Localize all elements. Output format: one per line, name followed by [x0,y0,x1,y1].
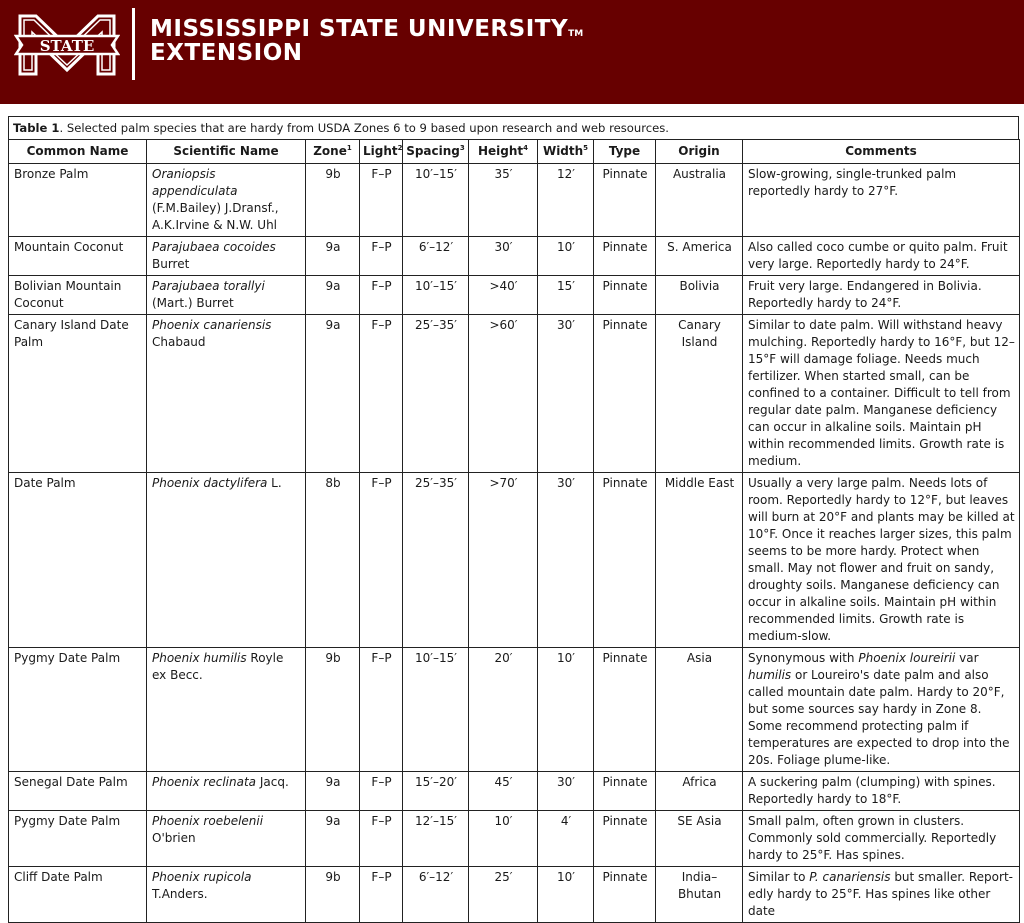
comments-cell [743,867,1020,923]
comment-text: Small palm, often grown in clusters. Commonly sold commercially. Reportedly hardy to 25°F. Has spines. [748,814,997,862]
table-row [9,164,1020,237]
scientific-name-cell [147,315,306,473]
width-cell: 15′ [538,276,594,315]
table-row [9,315,1020,473]
common-name-cell: Date Palm [9,473,147,648]
scientific-name-cell [147,473,306,648]
common-name-cell: Cliff Date Palm [9,867,147,923]
common-name-cell: Pygmy Date Palm [9,811,147,867]
scientific-name-cell [147,164,306,237]
table-row [9,811,1020,867]
column-header [656,140,743,164]
height-cell: 35′ [469,164,538,237]
comment-text: humilis [748,668,792,682]
light-cell: F–P [360,237,403,276]
extension-name: EXTENSION [150,40,303,66]
table-row [9,648,1020,772]
column-header-label: Scientific Name [173,144,279,158]
comment-text: or Loureiro's date palm and also called mountain date palm. Hardy to 20°F, but some sources say hardy in Zone 8. Some recommend protecting palm if temperatures are expected to drop into the 20s. Foliage plume-like. [748,668,1010,767]
comment-text: but smaller. Reportedly hardy to 25°F. Has spines like other date [748,870,1013,918]
comment-text: Phoenix loureirii [858,651,956,665]
column-header [147,140,306,164]
comments-cell [743,648,1020,772]
banner-divider [132,8,135,80]
table-row [9,473,1020,648]
origin-cell: S. America [656,237,743,276]
table-row [9,237,1020,276]
comment-text: A suckering palm (clumping) with spines. Reportedly hardy to 18°F. [748,775,996,806]
width-cell: 10′ [538,867,594,923]
light-cell: F–P [360,867,403,923]
comment-text: Similar to date palm. Will withstand heavy mulching. Reportedly hardy to 16°F, but 12–15°F will damage foliage. Needs much fertilizer. When started small, can be confined to a container. Difficult to tell from regular date palm. Manganese deficiency can occur in alkaline soils. Maintain pH within recommended limits. Growth rate is medium. [748,318,1015,468]
scientific-name-binomial: Phoenix humilis [152,651,247,665]
column-header-label: Spacing [406,144,460,158]
spacing-cell: 25′–35′ [403,315,469,473]
column-header-label: Type [608,144,641,158]
comments-cell [743,473,1020,648]
scientific-name-author: O'brien [152,831,196,845]
origin-cell: Asia [656,648,743,772]
table-header-row [9,140,1020,164]
light-cell: F–P [360,315,403,473]
zone-cell: 9a [306,276,360,315]
type-cell: Pinnate [594,867,656,923]
spacing-cell: 25′–35′ [403,473,469,648]
width-cell: 12′ [538,164,594,237]
origin-cell: Middle East [656,473,743,648]
type-cell: Pinnate [594,648,656,772]
column-header [403,140,469,164]
zone-cell: 9a [306,315,360,473]
column-header-label: Width [542,144,584,158]
spacing-cell: 12′–15′ [403,811,469,867]
common-name-cell: Bolivian Mountain Coconut [9,276,147,315]
column-header [9,140,147,164]
column-header [306,140,360,164]
zone-cell: 9a [306,237,360,276]
origin-cell: SE Asia [656,811,743,867]
scientific-name-binomial: Phoenix roebelenii [152,814,264,828]
scientific-name-author: Burret [152,257,190,271]
width-cell: 30′ [538,473,594,648]
column-header-label: Light [363,144,398,158]
scientific-name-author: (F.M.Bailey) J.Dransf., A.K.Irvine & N.W. Uhl [152,201,279,232]
common-name-cell: Senegal Date Palm [9,772,147,811]
spacing-cell: 6′–12′ [403,867,469,923]
comment-text: Fruit very large. Endangered in Bolivia. Reportedly hardy to 24°F. [748,279,982,310]
column-header [469,140,538,164]
column-header-label: Origin [678,144,720,158]
spacing-cell: 10′–15′ [403,648,469,772]
scientific-name-cell [147,811,306,867]
scientific-name-author: Royle ex Becc. [152,651,284,682]
comment-text: Similar to [748,870,810,884]
footnote-marker: 3 [459,144,465,152]
scientific-name-cell [147,867,306,923]
height-cell: 25′ [469,867,538,923]
width-cell: 30′ [538,315,594,473]
scientific-name-binomial: Parajubaea torallyi [152,279,265,293]
comment-text: Also called coco cumbe or quito palm. Fruit very large. Reportedly hardy to 24°F. [748,240,1008,271]
comments-cell [743,237,1020,276]
light-cell: F–P [360,473,403,648]
table-row [9,867,1020,923]
zone-cell: 8b [306,473,360,648]
scientific-name-binomial: Parajubaea cocoides [152,240,276,254]
column-header [538,140,594,164]
comments-cell [743,811,1020,867]
column-header-label: Comments [845,144,917,158]
column-header [743,140,1020,164]
scientific-name-cell [147,648,306,772]
common-name-cell: Canary Island Date Palm [9,315,147,473]
zone-cell: 9a [306,772,360,811]
scientific-name-author: (Mart.) Burret [152,296,234,310]
comments-cell [743,276,1020,315]
palm-table-document [8,116,1019,923]
footnote-marker: 5 [583,144,589,152]
scientific-name-author: T.Anders. [152,887,208,901]
width-cell: 10′ [538,237,594,276]
msu-m-state-logo [14,10,120,80]
spacing-cell: 15′–20′ [403,772,469,811]
comment-text: Slow-growing, single-trunked palm reportedly hardy to 27°F. [748,167,957,198]
column-header [594,140,656,164]
origin-cell: Australia [656,164,743,237]
type-cell: Pinnate [594,276,656,315]
caption-label: Table 1 [13,121,60,135]
footnote-marker: 4 [523,144,529,152]
comments-cell [743,315,1020,473]
comment-text: Synonymous with [748,651,859,665]
scientific-name-author: Jacq. [256,775,289,789]
type-cell: Pinnate [594,164,656,237]
comment-text: var [955,651,979,665]
footnote-marker: 2 [397,144,403,152]
scientific-name-binomial: Phoenix dactylifera [152,476,268,490]
trademark-symbol: TM [568,29,584,39]
spacing-cell: 6′–12′ [403,237,469,276]
width-cell: 4′ [538,811,594,867]
type-cell: Pinnate [594,237,656,276]
zone-cell: 9b [306,648,360,772]
type-cell: Pinnate [594,473,656,648]
width-cell: 30′ [538,772,594,811]
spacing-cell: 10′–15′ [403,276,469,315]
university-name [150,16,583,42]
table-caption [8,116,1019,139]
origin-cell: Africa [656,772,743,811]
origin-cell: Canary Island [656,315,743,473]
column-header-label: Zone [313,144,347,158]
scientific-name-cell [147,276,306,315]
zone-cell: 9a [306,811,360,867]
type-cell: Pinnate [594,315,656,473]
scientific-name-binomial: Phoenix canariensis [152,318,272,332]
origin-cell: India–Bhutan [656,867,743,923]
type-cell: Pinnate [594,811,656,867]
scientific-name-cell [147,772,306,811]
table-row [9,276,1020,315]
column-header-label: Common Name [26,144,129,158]
height-cell: >40′ [469,276,538,315]
height-cell: 30′ [469,237,538,276]
column-header [360,140,403,164]
height-cell: >70′ [469,473,538,648]
scientific-name-binomial: Phoenix reclinata [152,775,257,789]
comments-cell [743,164,1020,237]
light-cell: F–P [360,772,403,811]
height-cell: 20′ [469,648,538,772]
light-cell: F–P [360,276,403,315]
scientific-name-author: Chabaud [152,335,206,349]
scientific-name-cell [147,237,306,276]
common-name-cell: Bronze Palm [9,164,147,237]
logo-text: STATE [39,37,95,55]
common-name-cell: Mountain Coconut [9,237,147,276]
height-cell: 45′ [469,772,538,811]
type-cell: Pinnate [594,772,656,811]
light-cell: F–P [360,164,403,237]
comments-cell [743,772,1020,811]
column-header-label: Height [477,144,524,158]
height-cell: 10′ [469,811,538,867]
header-banner [0,0,1024,104]
scientific-name-author: L. [267,476,282,490]
caption-text: . Selected palm species that are hardy from USDA Zones 6 to 9 based upon research and web resources. [59,121,669,135]
comment-text: Usually a very large palm. Needs lots of room. Reportedly hardy to 12°F, but leaves will burn at 20°F and plants may be killed at 10°F. Once it reaches larger sizes, this palm seems to be more hardy. Protect when small. May not flower and fruit on sandy, droughty soils. Manganese deficiency can occur in alkaline soils. Maintain pH within recommended limits. Growth rate is medium-slow. [748,476,1015,643]
light-cell: F–P [360,811,403,867]
palm-species-table [8,139,1020,923]
width-cell: 10′ [538,648,594,772]
comment-text: P. canariensis [809,870,891,884]
spacing-cell: 10′–15′ [403,164,469,237]
zone-cell: 9b [306,867,360,923]
zone-cell: 9b [306,164,360,237]
footnote-marker: 1 [346,144,352,152]
height-cell: >60′ [469,315,538,473]
scientific-name-binomial: Phoenix rupicola [152,870,252,884]
university-name-text: MISSISSIPPI STATE UNIVERSITY [150,16,569,42]
common-name-cell: Pygmy Date Palm [9,648,147,772]
origin-cell: Bolivia [656,276,743,315]
scientific-name-binomial: Oraniopsis appendiculata [152,167,238,198]
light-cell: F–P [360,648,403,772]
table-body [9,164,1020,923]
table-row [9,772,1020,811]
